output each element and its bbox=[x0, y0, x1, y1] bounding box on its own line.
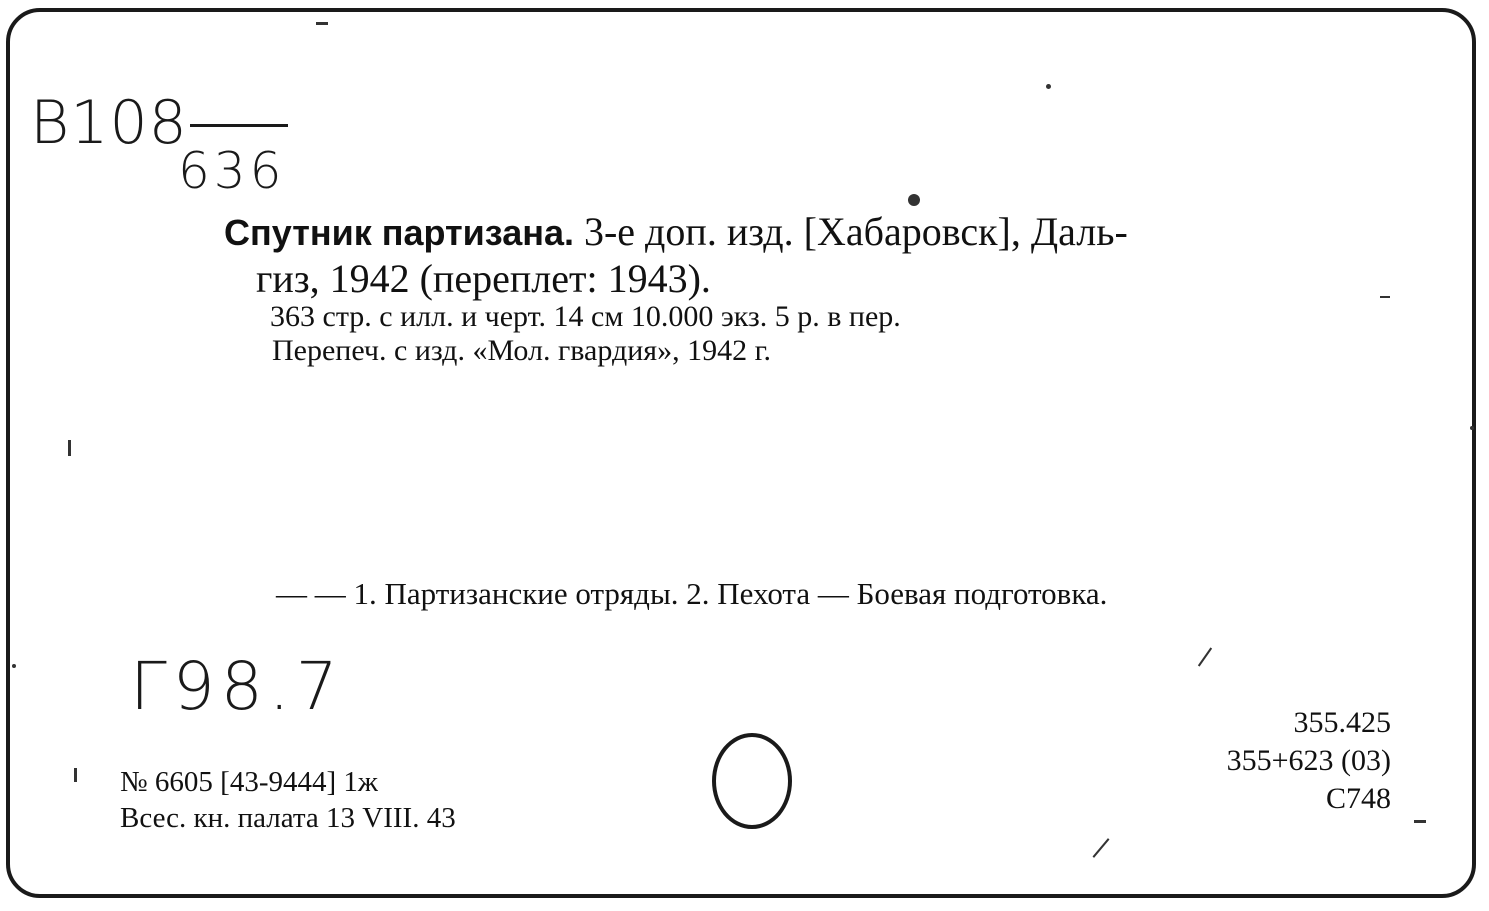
ink-speck bbox=[68, 440, 71, 456]
shelf-mark-denominator: 636 bbox=[178, 142, 286, 200]
classification-udc-2: 355+623 (03) bbox=[1226, 744, 1391, 777]
ink-speck bbox=[74, 768, 77, 782]
card-punch-hole bbox=[712, 733, 792, 829]
ink-speck bbox=[316, 22, 328, 25]
ink-speck bbox=[12, 664, 16, 668]
imprint-line: гиз, 1942 (переплет: 1943). bbox=[256, 256, 711, 301]
ink-speck bbox=[1414, 820, 1426, 823]
accession-number: № 6605 [43-9444] 1ж bbox=[120, 766, 378, 798]
edition-imprint: 3-е доп. изд. [Хабаровск], Даль- bbox=[583, 209, 1128, 254]
title-line bbox=[224, 208, 1128, 255]
subject-headings: — — 1. Партизанские отряды. 2. Пехота — Боевая подготовка. bbox=[276, 576, 1108, 611]
classification-udc-1: 355.425 bbox=[1293, 706, 1391, 739]
ink-speck bbox=[1470, 426, 1474, 430]
book-chamber-stamp: Всес. кн. палата 13 VIII. 43 bbox=[120, 802, 456, 834]
ink-speck bbox=[1046, 84, 1051, 89]
note-line: Перепеч. с изд. «Мол. гвардия», 1942 г. bbox=[272, 334, 771, 367]
ink-speck bbox=[1380, 296, 1390, 298]
handwritten-classmark: Г98.7 bbox=[130, 648, 344, 725]
collation-line: 363 стр. с илл. и черт. 14 см 10.000 экз. 5 р. в пер. bbox=[270, 300, 901, 333]
shelf-mark-fraction-line bbox=[190, 124, 288, 127]
ink-speck bbox=[908, 194, 920, 206]
main-heading: Спутник партизана. bbox=[224, 212, 574, 253]
shelf-mark-numerator: В108 bbox=[30, 88, 188, 158]
classification-author-mark: С748 bbox=[1325, 782, 1391, 815]
